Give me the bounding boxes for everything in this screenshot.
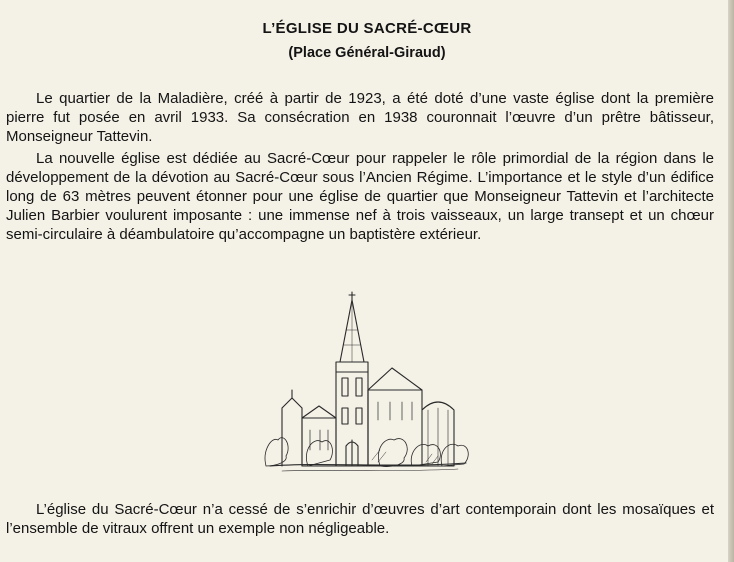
- page-binding-edge: [728, 0, 734, 562]
- page-subtitle: (Place Général-Giraud): [288, 45, 446, 61]
- paragraph-2: [6, 149, 714, 244]
- paragraph-3: [6, 500, 714, 538]
- paragraph-3-text: L’église du Sacré-Cœur n’a cessé de s’enrichir d’œuvres d’art contemporain dont les mosaïques et l’ensemble de vitraux offrent un exemple non négligeable.: [6, 501, 714, 537]
- page-title: L’ÉGLISE DU SACRÉ-CŒUR: [262, 20, 472, 37]
- paragraph-1: [6, 89, 714, 146]
- church-sketch-icon: [262, 290, 472, 480]
- paragraph-1-text: Le quartier de la Maladière, créé à partir de 1923, a été doté d’une vaste église dont la première pierre fut posée en avril 1933. Sa consécration en 1938 couronnait l’œuvre d’un prêtre bâtisseur, Monseigneur Tattevin.: [6, 90, 714, 145]
- paragraph-2-text: La nouvelle église est dédiée au Sacré-Cœur pour rappeler le rôle primordial de la région dans le développement de la dévotion au Sacré-Cœur sous l’Ancien Régime. L’importance et le style d’un édifice long de 63 mètres peuvent étonner pour une église de quartier que Monseigneur Tattevin et l’architecte Julien Barbier voulurent imposante : une immense nef à trois vaisseaux, un large transept et un chœur semi-circulaire à déambulatoire qu’accompagne un baptistère extérieur.: [6, 150, 714, 243]
